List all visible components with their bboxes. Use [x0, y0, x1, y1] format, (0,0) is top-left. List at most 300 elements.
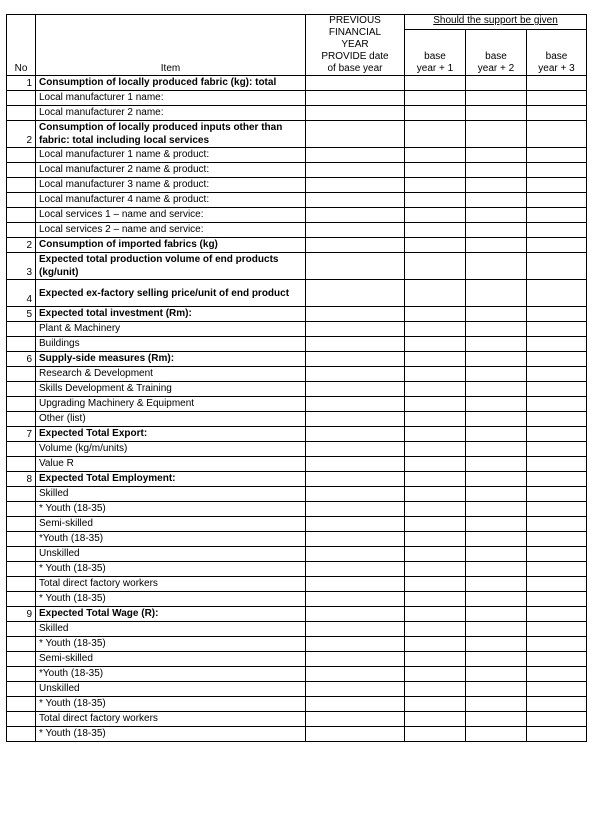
base-year-2-cell[interactable] — [466, 667, 527, 682]
row-section-label: Expected Total Wage (R): — [36, 607, 306, 622]
previous-year-cell[interactable] — [306, 412, 405, 427]
base-year-3-cell[interactable] — [527, 238, 587, 253]
row-number: 2 — [7, 121, 36, 148]
row-number: 6 — [7, 352, 36, 367]
row-item-label: Upgrading Machinery & Equipment — [36, 397, 306, 412]
base-year-2-cell[interactable] — [466, 223, 527, 238]
row-number: 4 — [7, 280, 36, 307]
row-number — [7, 322, 36, 337]
table-row — [7, 91, 587, 106]
row-number — [7, 502, 36, 517]
base-year-2-cell[interactable] — [466, 517, 527, 532]
table-row — [7, 547, 587, 562]
base-year-3-cell[interactable] — [527, 280, 587, 307]
row-number — [7, 622, 36, 637]
base-year-3-cell[interactable] — [527, 622, 587, 637]
base-year-3-cell[interactable] — [527, 253, 587, 280]
row-number — [7, 178, 36, 193]
base-year-1-cell[interactable] — [405, 457, 466, 472]
row-section-label: Expected total investment (Rm): — [36, 307, 306, 322]
previous-year-cell[interactable] — [306, 682, 405, 697]
base-year-1-cell[interactable] — [405, 193, 466, 208]
base-year-3-cell[interactable] — [527, 652, 587, 667]
row-number — [7, 442, 36, 457]
previous-year-cell[interactable] — [306, 121, 405, 148]
base-year-1-cell[interactable] — [405, 592, 466, 607]
previous-year-cell[interactable] — [306, 502, 405, 517]
row-section-label: Expected Total Export: — [36, 427, 306, 442]
row-number — [7, 163, 36, 178]
previous-year-cell[interactable] — [306, 427, 405, 442]
base-year-2-cell[interactable] — [466, 727, 527, 742]
row-number — [7, 382, 36, 397]
row-number — [7, 337, 36, 352]
base-year-1-cell[interactable] — [405, 208, 466, 223]
row-number — [7, 532, 36, 547]
base-year-2-cell[interactable] — [466, 178, 527, 193]
row-section-label: Consumption of imported fabrics (kg) — [36, 238, 306, 253]
previous-year-cell[interactable] — [306, 472, 405, 487]
base-year-3-cell[interactable] — [527, 682, 587, 697]
base-year-1-cell[interactable] — [405, 106, 466, 121]
previous-year-cell[interactable] — [306, 193, 405, 208]
header-base-year-1: base year + 1 — [405, 30, 466, 76]
table-row — [7, 727, 587, 742]
table-row — [7, 442, 587, 457]
row-number — [7, 637, 36, 652]
base-year-2-cell[interactable] — [466, 592, 527, 607]
row-item-label: Skills Development & Training — [36, 382, 306, 397]
base-year-2-cell[interactable] — [466, 457, 527, 472]
row-section-label: Consumption of locally produced inputs other than fabric: total including local services — [36, 121, 306, 148]
base-year-3-cell[interactable] — [527, 106, 587, 121]
base-year-1-cell[interactable] — [405, 607, 466, 622]
base-year-2-cell[interactable] — [466, 253, 527, 280]
previous-year-cell[interactable] — [306, 91, 405, 106]
base-year-2-cell[interactable] — [466, 427, 527, 442]
table-row — [7, 223, 587, 238]
row-item-label: Plant & Machinery — [36, 322, 306, 337]
base-year-2-cell[interactable] — [466, 712, 527, 727]
base-year-2-cell[interactable] — [466, 337, 527, 352]
row-number — [7, 193, 36, 208]
row-number — [7, 697, 36, 712]
previous-year-cell[interactable] — [306, 223, 405, 238]
base-year-1-cell[interactable] — [405, 652, 466, 667]
header-base-year-2: base year + 2 — [466, 30, 527, 76]
base-year-3-cell[interactable] — [527, 223, 587, 238]
row-number — [7, 712, 36, 727]
row-number — [7, 562, 36, 577]
row-section-label: Expected ex-factory selling price/unit of end product — [36, 280, 306, 307]
row-item-label: Semi-skilled — [36, 517, 306, 532]
base-year-3-cell[interactable] — [527, 637, 587, 652]
base-year-3-cell[interactable] — [527, 472, 587, 487]
base-year-3-cell[interactable] — [527, 577, 587, 592]
previous-year-cell[interactable] — [306, 163, 405, 178]
base-year-2-cell[interactable] — [466, 637, 527, 652]
base-year-1-cell[interactable] — [405, 547, 466, 562]
previous-year-cell[interactable] — [306, 148, 405, 163]
row-item-label: Unskilled — [36, 547, 306, 562]
header-no: No — [7, 15, 36, 76]
previous-year-cell[interactable] — [306, 322, 405, 337]
previous-year-cell[interactable] — [306, 592, 405, 607]
row-section-label: Supply-side measures (Rm): — [36, 352, 306, 367]
row-number — [7, 91, 36, 106]
base-year-3-cell[interactable] — [527, 307, 587, 322]
previous-year-cell[interactable] — [306, 712, 405, 727]
row-item-label: Local manufacturer 1 name: — [36, 91, 306, 106]
base-year-3-cell[interactable] — [527, 367, 587, 382]
table-row — [7, 652, 587, 667]
base-year-1-cell[interactable] — [405, 502, 466, 517]
previous-year-cell[interactable] — [306, 280, 405, 307]
base-year-3-cell[interactable] — [527, 517, 587, 532]
base-year-3-cell[interactable] — [527, 208, 587, 223]
table-row — [7, 238, 587, 253]
base-year-1-cell[interactable] — [405, 163, 466, 178]
base-year-1-cell[interactable] — [405, 178, 466, 193]
previous-year-cell[interactable] — [306, 607, 405, 622]
base-year-2-cell[interactable] — [466, 238, 527, 253]
previous-year-cell[interactable] — [306, 106, 405, 121]
base-year-3-cell[interactable] — [527, 121, 587, 148]
base-year-3-cell[interactable] — [527, 547, 587, 562]
table-row — [7, 427, 587, 442]
base-year-3-cell[interactable] — [527, 487, 587, 502]
previous-year-cell[interactable] — [306, 622, 405, 637]
previous-year-cell[interactable] — [306, 382, 405, 397]
base-year-2-cell[interactable] — [466, 322, 527, 337]
row-number — [7, 652, 36, 667]
previous-year-cell[interactable] — [306, 667, 405, 682]
base-year-1-cell[interactable] — [405, 427, 466, 442]
base-year-3-cell[interactable] — [527, 727, 587, 742]
row-number — [7, 592, 36, 607]
base-year-1-cell[interactable] — [405, 238, 466, 253]
row-number — [7, 577, 36, 592]
previous-year-cell[interactable] — [306, 238, 405, 253]
base-year-3-cell[interactable] — [527, 352, 587, 367]
base-year-1-cell[interactable] — [405, 322, 466, 337]
base-year-2-cell[interactable] — [466, 532, 527, 547]
table-row — [7, 397, 587, 412]
base-year-1-cell[interactable] — [405, 487, 466, 502]
previous-year-cell[interactable] — [306, 532, 405, 547]
table-row — [7, 487, 587, 502]
row-number — [7, 367, 36, 382]
base-year-1-cell[interactable] — [405, 382, 466, 397]
base-year-1-cell[interactable] — [405, 76, 466, 91]
row-item-label: Other (list) — [36, 412, 306, 427]
table-row — [7, 502, 587, 517]
row-item-label: *Youth (18-35) — [36, 532, 306, 547]
table-row — [7, 208, 587, 223]
table-row — [7, 382, 587, 397]
row-number — [7, 106, 36, 121]
base-year-2-cell[interactable] — [466, 76, 527, 91]
table-row — [7, 562, 587, 577]
row-item-label: Skilled — [36, 487, 306, 502]
previous-year-cell[interactable] — [306, 178, 405, 193]
table-row — [7, 106, 587, 121]
base-year-3-cell[interactable] — [527, 322, 587, 337]
previous-year-cell[interactable] — [306, 352, 405, 367]
base-year-2-cell[interactable] — [466, 562, 527, 577]
base-year-1-cell[interactable] — [405, 397, 466, 412]
table-row — [7, 622, 587, 637]
table-row — [7, 253, 587, 280]
base-year-1-cell[interactable] — [405, 667, 466, 682]
base-year-3-cell[interactable] — [527, 427, 587, 442]
row-number: 2 — [7, 238, 36, 253]
base-year-3-cell[interactable] — [527, 532, 587, 547]
previous-year-cell[interactable] — [306, 397, 405, 412]
row-item-label: * Youth (18-35) — [36, 637, 306, 652]
base-year-1-cell[interactable] — [405, 253, 466, 280]
previous-year-cell[interactable] — [306, 253, 405, 280]
base-year-1-cell[interactable] — [405, 307, 466, 322]
base-year-1-cell[interactable] — [405, 280, 466, 307]
base-year-3-cell[interactable] — [527, 76, 587, 91]
base-year-1-cell[interactable] — [405, 367, 466, 382]
table-body — [7, 76, 587, 742]
base-year-2-cell[interactable] — [466, 382, 527, 397]
previous-year-cell[interactable] — [306, 367, 405, 382]
row-item-label: * Youth (18-35) — [36, 562, 306, 577]
base-year-1-cell[interactable] — [405, 148, 466, 163]
base-year-3-cell[interactable] — [527, 397, 587, 412]
header-base-year-3: base year + 3 — [527, 30, 587, 76]
row-item-label: Local services 2 – name and service: — [36, 223, 306, 238]
base-year-2-cell[interactable] — [466, 487, 527, 502]
base-year-2-cell[interactable] — [466, 577, 527, 592]
row-item-label: Buildings — [36, 337, 306, 352]
support-form-table — [6, 14, 587, 742]
base-year-1-cell[interactable] — [405, 562, 466, 577]
base-year-1-cell[interactable] — [405, 352, 466, 367]
base-year-2-cell[interactable] — [466, 412, 527, 427]
base-year-2-cell[interactable] — [466, 148, 527, 163]
row-number — [7, 682, 36, 697]
row-item-label: Local manufacturer 2 name & product: — [36, 163, 306, 178]
previous-year-cell[interactable] — [306, 76, 405, 91]
table-row — [7, 280, 587, 307]
table-row — [7, 412, 587, 427]
row-item-label: Local manufacturer 1 name & product: — [36, 148, 306, 163]
row-number — [7, 223, 36, 238]
base-year-2-cell[interactable] — [466, 652, 527, 667]
table-row — [7, 148, 587, 163]
row-section-label: Consumption of locally produced fabric (kg): total — [36, 76, 306, 91]
row-item-label: * Youth (18-35) — [36, 592, 306, 607]
base-year-1-cell[interactable] — [405, 517, 466, 532]
row-number — [7, 457, 36, 472]
base-year-3-cell[interactable] — [527, 592, 587, 607]
base-year-2-cell[interactable] — [466, 547, 527, 562]
row-number: 1 — [7, 76, 36, 91]
base-year-2-cell[interactable] — [466, 307, 527, 322]
table-row — [7, 193, 587, 208]
row-item-label: Volume (kg/m/units) — [36, 442, 306, 457]
previous-year-cell[interactable] — [306, 547, 405, 562]
previous-year-cell[interactable] — [306, 457, 405, 472]
table-row — [7, 667, 587, 682]
base-year-1-cell[interactable] — [405, 682, 466, 697]
base-year-3-cell[interactable] — [527, 442, 587, 457]
base-year-2-cell[interactable] — [466, 367, 527, 382]
previous-year-cell[interactable] — [306, 487, 405, 502]
row-number — [7, 547, 36, 562]
base-year-2-cell[interactable] — [466, 622, 527, 637]
previous-year-cell[interactable] — [306, 517, 405, 532]
table-header — [7, 15, 587, 76]
base-year-2-cell[interactable] — [466, 682, 527, 697]
row-number: 5 — [7, 307, 36, 322]
row-item-label: Local manufacturer 3 name & product: — [36, 178, 306, 193]
row-item-label: * Youth (18-35) — [36, 727, 306, 742]
row-item-label: * Youth (18-35) — [36, 697, 306, 712]
base-year-1-cell[interactable] — [405, 337, 466, 352]
table-row — [7, 532, 587, 547]
base-year-2-cell[interactable] — [466, 442, 527, 457]
base-year-3-cell[interactable] — [527, 178, 587, 193]
table-row — [7, 697, 587, 712]
table-row — [7, 712, 587, 727]
previous-year-cell[interactable] — [306, 697, 405, 712]
row-item-label: Value R — [36, 457, 306, 472]
previous-year-cell[interactable] — [306, 577, 405, 592]
previous-year-cell[interactable] — [306, 652, 405, 667]
base-year-2-cell[interactable] — [466, 697, 527, 712]
base-year-1-cell[interactable] — [405, 121, 466, 148]
table-row — [7, 682, 587, 697]
base-year-2-cell[interactable] — [466, 397, 527, 412]
row-item-label: Local manufacturer 4 name & product: — [36, 193, 306, 208]
table-row — [7, 337, 587, 352]
table-row — [7, 121, 587, 148]
header-previous-financial-year: PREVIOUS FINANCIAL YEAR PROVIDE date of base year — [306, 15, 405, 76]
row-item-label: Local manufacturer 2 name: — [36, 106, 306, 121]
row-item-label: * Youth (18-35) — [36, 502, 306, 517]
base-year-1-cell[interactable] — [405, 697, 466, 712]
row-number — [7, 208, 36, 223]
base-year-2-cell[interactable] — [466, 106, 527, 121]
base-year-3-cell[interactable] — [527, 502, 587, 517]
table-row — [7, 592, 587, 607]
row-item-label: Total direct factory workers — [36, 712, 306, 727]
base-year-2-cell[interactable] — [466, 607, 527, 622]
base-year-1-cell[interactable] — [405, 442, 466, 457]
row-item-label: Skilled — [36, 622, 306, 637]
previous-year-cell[interactable] — [306, 307, 405, 322]
base-year-1-cell[interactable] — [405, 622, 466, 637]
row-section-label: Expected Total Employment: — [36, 472, 306, 487]
base-year-1-cell[interactable] — [405, 91, 466, 106]
base-year-2-cell[interactable] — [466, 163, 527, 178]
previous-year-cell[interactable] — [306, 208, 405, 223]
base-year-1-cell[interactable] — [405, 637, 466, 652]
base-year-2-cell[interactable] — [466, 472, 527, 487]
row-number — [7, 148, 36, 163]
row-section-label: Expected total production volume of end products (kg/unit) — [36, 253, 306, 280]
row-number: 7 — [7, 427, 36, 442]
table-row — [7, 637, 587, 652]
base-year-2-cell[interactable] — [466, 502, 527, 517]
table-row — [7, 457, 587, 472]
base-year-3-cell[interactable] — [527, 91, 587, 106]
base-year-3-cell[interactable] — [527, 667, 587, 682]
base-year-3-cell[interactable] — [527, 337, 587, 352]
table-row — [7, 307, 587, 322]
previous-year-cell[interactable] — [306, 637, 405, 652]
row-number — [7, 412, 36, 427]
row-number — [7, 517, 36, 532]
base-year-1-cell[interactable] — [405, 223, 466, 238]
base-year-3-cell[interactable] — [527, 457, 587, 472]
header-support-title: Should the support be given — [405, 15, 587, 30]
previous-year-cell[interactable] — [306, 442, 405, 457]
base-year-3-cell[interactable] — [527, 712, 587, 727]
base-year-2-cell[interactable] — [466, 121, 527, 148]
base-year-3-cell[interactable] — [527, 697, 587, 712]
base-year-3-cell[interactable] — [527, 412, 587, 427]
row-item-label: Research & Development — [36, 367, 306, 382]
base-year-2-cell[interactable] — [466, 280, 527, 307]
row-number — [7, 397, 36, 412]
row-item-label: Unskilled — [36, 682, 306, 697]
base-year-3-cell[interactable] — [527, 193, 587, 208]
table-row — [7, 352, 587, 367]
base-year-2-cell[interactable] — [466, 352, 527, 367]
row-number — [7, 487, 36, 502]
base-year-3-cell[interactable] — [527, 163, 587, 178]
base-year-1-cell[interactable] — [405, 727, 466, 742]
row-number: 9 — [7, 607, 36, 622]
base-year-1-cell[interactable] — [405, 412, 466, 427]
table-row — [7, 607, 587, 622]
base-year-3-cell[interactable] — [527, 607, 587, 622]
table-row — [7, 163, 587, 178]
table-row — [7, 178, 587, 193]
table-row — [7, 322, 587, 337]
table-row — [7, 76, 587, 91]
base-year-1-cell[interactable] — [405, 472, 466, 487]
base-year-1-cell[interactable] — [405, 577, 466, 592]
previous-year-cell[interactable] — [306, 337, 405, 352]
previous-year-cell[interactable] — [306, 562, 405, 577]
row-number — [7, 667, 36, 682]
base-year-3-cell[interactable] — [527, 562, 587, 577]
base-year-1-cell[interactable] — [405, 712, 466, 727]
base-year-3-cell[interactable] — [527, 382, 587, 397]
row-number — [7, 727, 36, 742]
row-item-label: Total direct factory workers — [36, 577, 306, 592]
row-item-label: Semi-skilled — [36, 652, 306, 667]
previous-year-cell[interactable] — [306, 727, 405, 742]
table-row — [7, 367, 587, 382]
header-item: Item — [36, 15, 306, 76]
base-year-2-cell[interactable] — [466, 91, 527, 106]
base-year-2-cell[interactable] — [466, 193, 527, 208]
base-year-1-cell[interactable] — [405, 532, 466, 547]
table-row — [7, 472, 587, 487]
row-item-label: *Youth (18-35) — [36, 667, 306, 682]
base-year-2-cell[interactable] — [466, 208, 527, 223]
base-year-3-cell[interactable] — [527, 148, 587, 163]
row-number: 3 — [7, 253, 36, 280]
